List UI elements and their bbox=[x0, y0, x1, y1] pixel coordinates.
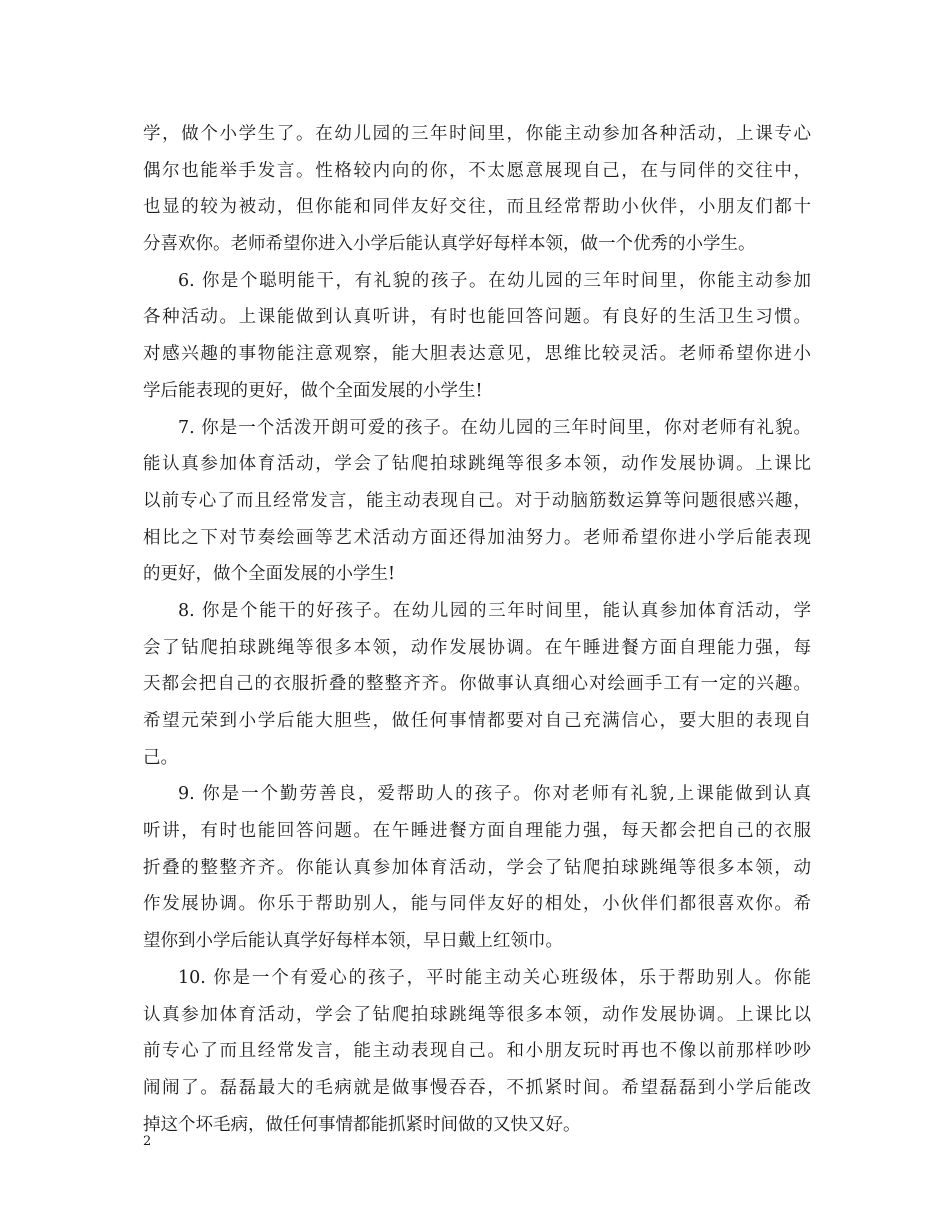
paragraph-item-8 bbox=[143, 593, 811, 776]
page-number: 2 bbox=[143, 1134, 152, 1149]
text-line: 能认真参加体育活动，学会了钻爬拍球跳绳等很多本领，动作发展协调。上课比 bbox=[143, 454, 811, 475]
paragraph-continued bbox=[143, 116, 811, 263]
text-line: 分喜欢你。老师希望你进入小学后能认真学好每样本领，做一个优秀的小学生。 bbox=[143, 234, 756, 255]
text-line: 6. 你是个聪明能干，有礼貌的孩子。在幼儿园的三年时间里，你能主动参加 bbox=[178, 270, 811, 291]
text-line: 各种活动。上课能做到认真听讲，有时也能回答问题。有良好的生活卫生习惯。 bbox=[143, 307, 811, 328]
text-line: 7. 你是一个活泼开朗可爱的孩子。在幼儿园的三年时间里，你对老师有礼貌。 bbox=[178, 417, 811, 438]
text-line: 8. 你是个能干的好孩子。在幼儿园的三年时间里，能认真参加体育活动，学 bbox=[178, 600, 811, 621]
text-line: 听讲，有时也能回答问题。在午睡进餐方面自理能力强，每天都会把自己的衣服 bbox=[143, 821, 811, 842]
text-line: 己。 bbox=[143, 747, 178, 768]
text-line: 相比之下对节奏绘画等艺术活动方面还得加油努力。老师希望你进小学后能表现 bbox=[143, 527, 811, 548]
text-line: 学，做个小学生了。在幼儿园的三年时间里，你能主动参加各种活动，上课专心 bbox=[143, 124, 811, 144]
text-line: 对感兴趣的事物能注意观察，能大胆表达意见，思维比较灵活。老师希望你进小 bbox=[143, 344, 811, 365]
text-line: 折叠的整整齐齐。你能认真参加体育活动，学会了钻爬拍球跳绳等很多本领，动 bbox=[143, 857, 811, 878]
text-line: 以前专心了而且经常发言，能主动表现自己。对于动脑筋数运算等问题很感兴趣， bbox=[143, 490, 811, 511]
paragraph-item-6 bbox=[143, 263, 811, 410]
text-line: 偶尔也能举手发言。性格较内向的你，不太愿意展现自己，在与同伴的交往中， bbox=[143, 160, 811, 181]
text-line: 9. 你是一个勤劳善良，爱帮助人的孩子。你对老师有礼貌,上课能做到认真 bbox=[178, 784, 811, 805]
text-line: 希望元荣到小学后能大胆些，做任何事情都要对自己充满信心，要大胆的表现自 bbox=[143, 711, 811, 731]
paragraph-item-10 bbox=[143, 960, 811, 1143]
document-body bbox=[143, 116, 811, 1143]
text-line: 的更好，做个全面发展的小学生! bbox=[143, 564, 396, 585]
text-line: 10. 你是一个有爱心的孩子，平时能主动关心班级体，乐于帮助别人。你能 bbox=[178, 967, 811, 988]
paragraph-item-7 bbox=[143, 410, 811, 593]
text-line: 会了钻爬拍球跳绳等很多本领，动作发展协调。在午睡进餐方面自理能力强，每 bbox=[143, 637, 811, 658]
text-line: 认真参加体育活动，学会了钻爬拍球跳绳等很多本领，动作发展协调。上课比以 bbox=[143, 1004, 811, 1025]
text-line: 前专心了而且经常发言，能主动表现自己。和小朋友玩时再也不像以前那样吵吵 bbox=[143, 1041, 811, 1062]
text-line: 学后能表现的更好，做个全面发展的小学生! bbox=[143, 380, 483, 401]
text-line: 天都会把自己的衣服折叠的整整齐齐。你做事认真细心对绘画手工有一定的兴趣。 bbox=[143, 674, 811, 695]
text-line: 闹闹了。磊磊最大的毛病就是做事慢吞吞，不抓紧时间。希望磊磊到小学后能改 bbox=[143, 1077, 811, 1098]
text-line: 掉这个坏毛病，做任何事情都能抓紧时间做的又快又好。 bbox=[143, 1114, 581, 1135]
text-line: 作发展协调。你乐于帮助别人，能与同伴友好的相处，小伙伴们都很喜欢你。希 bbox=[143, 894, 811, 915]
text-line: 望你到小学后能认真学好每样本领，早日戴上红领巾。 bbox=[143, 931, 563, 952]
text-line: 也显的较为被动，但你能和同伴友好交往，而且经常帮助小伙伴，小朋友们都十 bbox=[143, 197, 811, 218]
paragraph-item-9 bbox=[143, 776, 811, 959]
